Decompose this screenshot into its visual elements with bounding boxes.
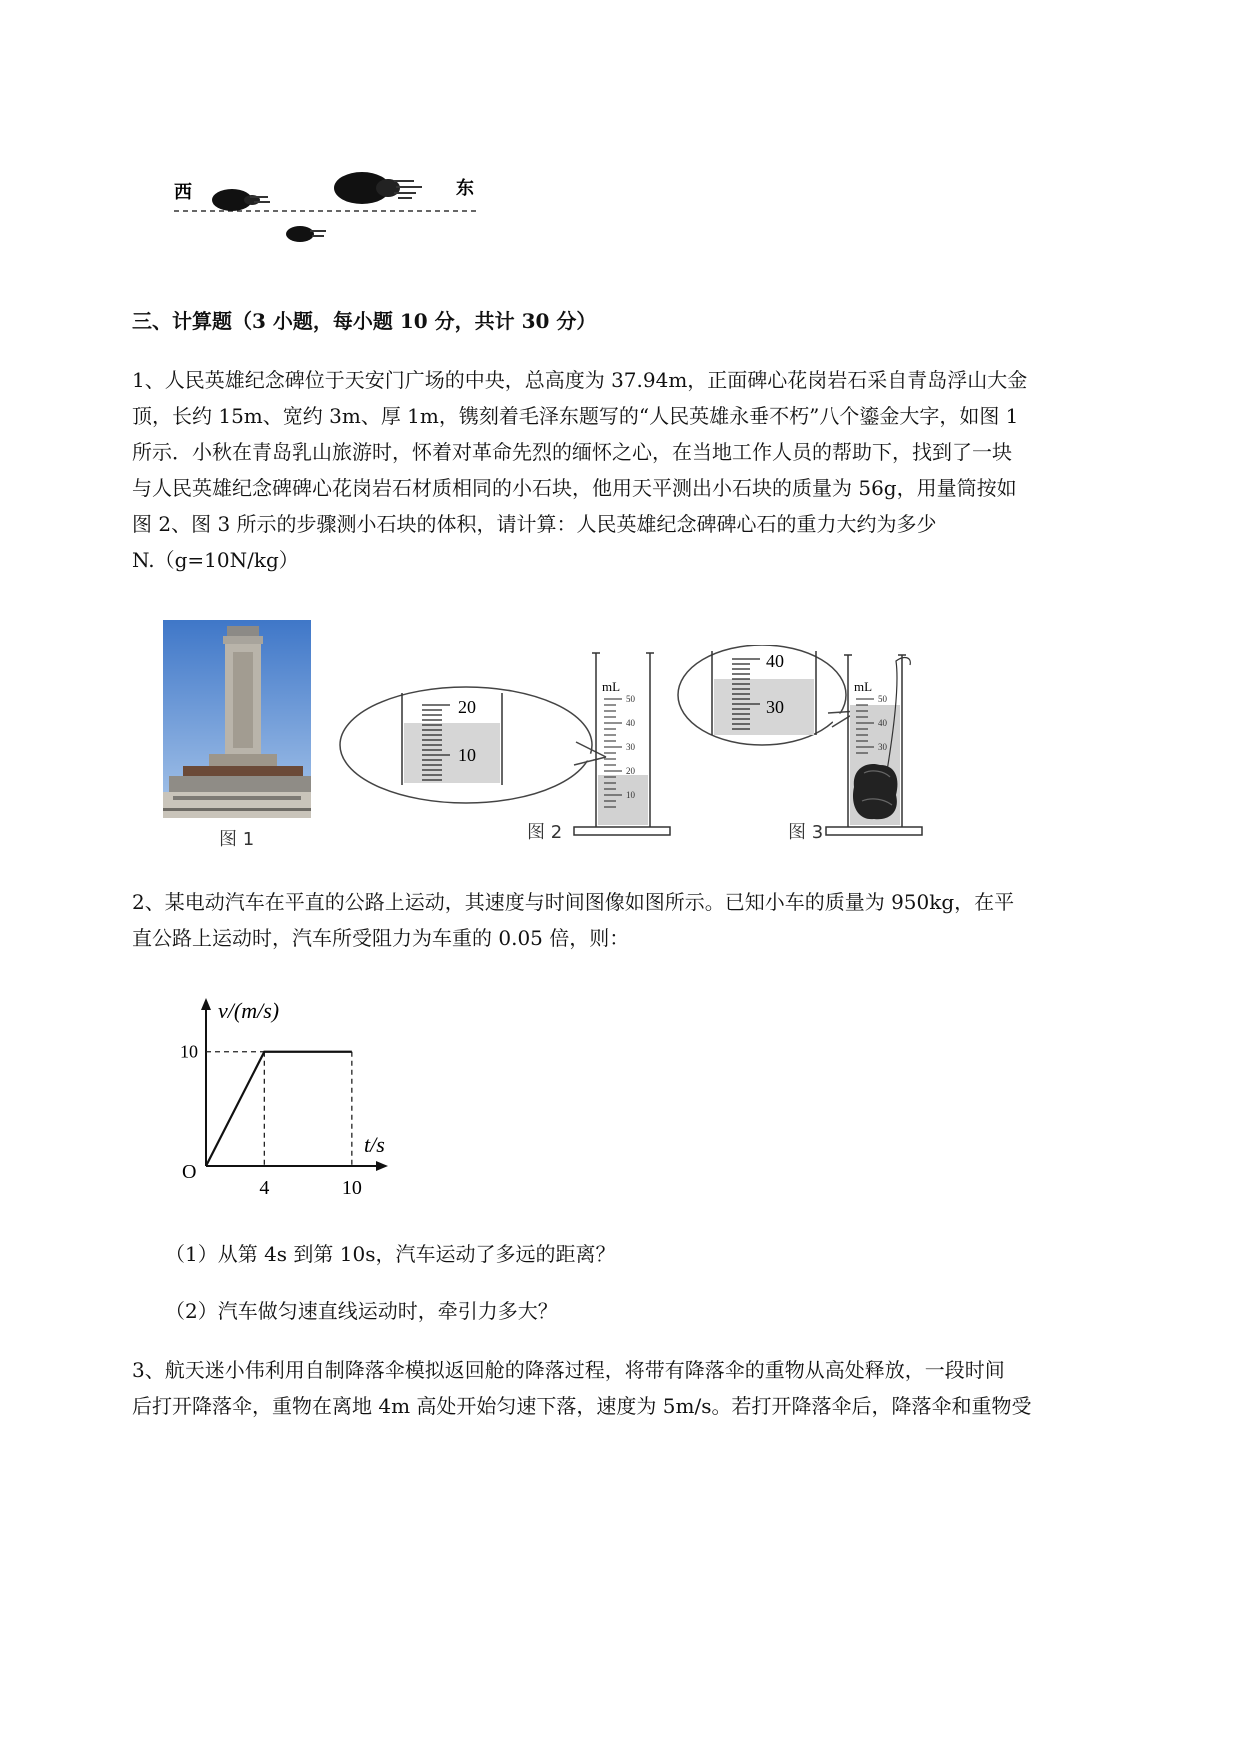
q2-sub-question-1: （1）从第 4s 到第 10s，汽车运动了多远的距离？ (165, 1242, 616, 1266)
cyl3-unit: mL (854, 679, 873, 694)
cyl3-tick-30: 30 (878, 742, 887, 752)
zoom2-mark-top: 20 (458, 697, 476, 717)
q2-sub-question-2: （2）汽车做匀速直线运动时，牵引力多大？ (165, 1299, 558, 1323)
q1-line-1: 1、人民英雄纪念碑位于天安门广场的中央，总高度为 37.94m，正面碑心花岗岩石采自青岛浮山大金 (132, 368, 1028, 392)
x-axis-label: t/s (364, 1132, 385, 1157)
chart-labels (180, 998, 385, 1199)
q1-line-2: 顶，长约 15m、宽约 3m、厚 1m，镌刻着毛泽东题写的“人民英雄永垂不朽”八个鎏金大字，如图 1 (132, 404, 1019, 428)
cylinder-figures (338, 645, 928, 840)
cyl3-tick-50: 50 (878, 694, 887, 704)
stone (853, 764, 897, 819)
cyl3-tick-40: 40 (878, 718, 887, 728)
cyl2-tick-20: 20 (626, 766, 635, 776)
question-2-text (132, 884, 1014, 956)
x-tick-label-4: 4 (259, 1177, 270, 1199)
cyl2-tick-30: 30 (626, 742, 635, 752)
fig3-caption: 图 3 (788, 822, 824, 843)
cyl2-tick-10: 10 (626, 790, 635, 800)
fig1-caption: 图 1 (219, 829, 255, 850)
q1-line-4: 与人民英雄纪念碑碑心花岗岩石材质相同的小石块，他用天平测出小石块的质量为 56g，用量筒按如 (132, 476, 1017, 500)
cloud-top-right (334, 172, 422, 204)
y-tick-label-10: 10 (180, 1041, 198, 1062)
label-east: 东 (456, 178, 474, 198)
y-axis-label: v/(m/s) (218, 998, 280, 1023)
fig2-caption: 图 2 (527, 822, 563, 843)
zoom3-mark-bottom: 30 (766, 697, 784, 717)
zoom2-mark-bottom: 10 (458, 745, 476, 765)
cloud-figure (150, 160, 490, 260)
label-west: 西 (174, 182, 192, 202)
cloud-bottom (286, 226, 326, 242)
cyl2-tick-50: 50 (626, 694, 635, 704)
cloud-drawing (150, 160, 490, 260)
zoom-bubble-2 (340, 687, 606, 803)
monument-photo (163, 620, 311, 818)
section-title: 三、计算题（3 小题，每小题 10 分，共计 30 分） (132, 309, 597, 333)
question-3-text (132, 1352, 1031, 1424)
cyl2-tick-40: 40 (626, 718, 635, 728)
origin-label: O (182, 1161, 197, 1183)
chart-svg (170, 990, 410, 1200)
q1-line-6: N.（g=10N/kg） (132, 548, 299, 572)
q3-line-2: 后打开降落伞，重物在离地 4m 高处开始匀速下落，速度为 5m/s。若打开降落伞后，降落伞和重物受 (132, 1394, 1032, 1418)
y-axis-arrow (201, 998, 211, 1010)
x-axis-arrow (376, 1161, 388, 1171)
q2-line-2: 直公路上运动时，汽车所受阻力为车重的 0.05 倍，则： (132, 926, 630, 950)
q3-line-1: 3、航天迷小伟利用自制降落伞模拟返回舱的降落过程，将带有降落伞的重物从高处释放，一段时间 (132, 1358, 1005, 1382)
x-tick-label-10: 10 (341, 1177, 362, 1199)
velocity-time-chart (170, 990, 410, 1200)
question-1-text (132, 362, 1027, 578)
zoom-bubble-3 (678, 645, 858, 745)
chart-series (206, 1052, 352, 1166)
q1-line-3: 所示．小秋在青岛乳山旅游时，怀着对革命先烈的缅怀之心，在当地工作人员的帮助下，找到了一块 (132, 440, 1012, 464)
velocity-line (206, 1052, 352, 1166)
chart-guides (206, 1052, 352, 1166)
q2-line-1: 2、某电动汽车在平直的公路上运动，其速度与时间图像如图所示。已知小车的质量为 950kg，在平 (132, 890, 1015, 914)
q1-line-5: 图 2、图 3 所示的步骤测小石块的体积，请计算：人民英雄纪念碑碑心石的重力大约为多少 (132, 512, 937, 536)
chart-axes (201, 998, 388, 1171)
cloud-left (212, 189, 270, 211)
cyl2-unit: mL (602, 679, 621, 694)
zoom3-mark-top: 40 (766, 651, 784, 671)
